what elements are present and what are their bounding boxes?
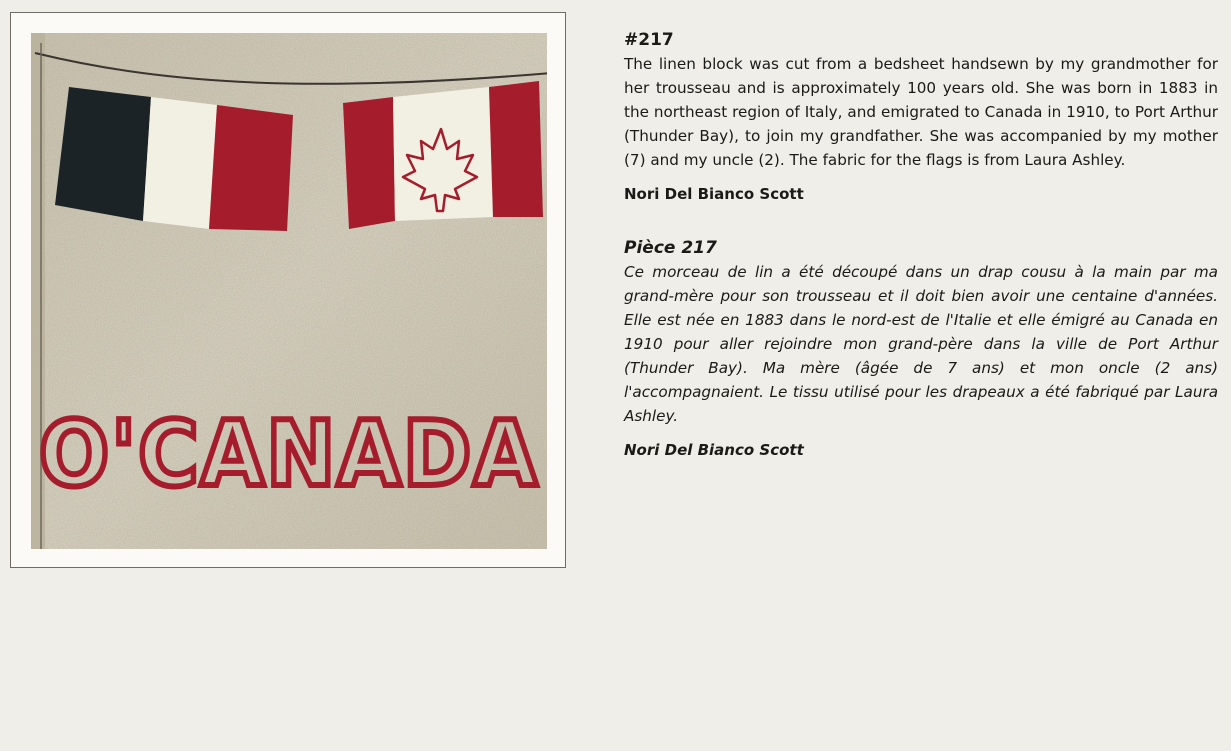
piece-number-heading: #217 [624,30,674,50]
photo-frame [10,12,566,568]
french-description: Ce morceau de lin a été découpé dans un drap cousu à la main par ma grand-mère pour son trousseau et il doit bien avoir une centaine d'années. Elle est née en 1883 dans le nord-est de l'Italie et elle émigré au Canada en 1910 pour aller rejoindre mon grand-père dans la ville de Port Arthur (Thunder Bay). Ma mère (âgée de 7 ans) et mon oncle (2 ans) l'accompagnaient. Le tissu utilisé pour les drapeaux a été fabriqué par Laura Ashley. [624,263,1218,425]
english-description: The linen block was cut from a bedsheet handsewn by my grandmother for her trousseau and is approximately 100 years old. She was born in 1883 in the northeast region of Italy, and emigrated to Canada in 1910, to Port Arthur (Thunder Bay), to join my grandfather. She was accompanied by my mother (7) and my uncle (2). The fabric for the flags is from Laura Ashley. [624,55,1218,169]
description-column [624,28,1218,462]
flag-canada [343,81,543,229]
french-author-name: Nori Del Bianco Scott [624,441,804,459]
french-piece-heading: Pièce 217 [624,238,717,258]
quilt-block-photo [31,33,547,549]
author-name: Nori Del Bianco Scott [624,185,804,203]
quilt-embroidered-text: O'CANADA [39,402,539,507]
